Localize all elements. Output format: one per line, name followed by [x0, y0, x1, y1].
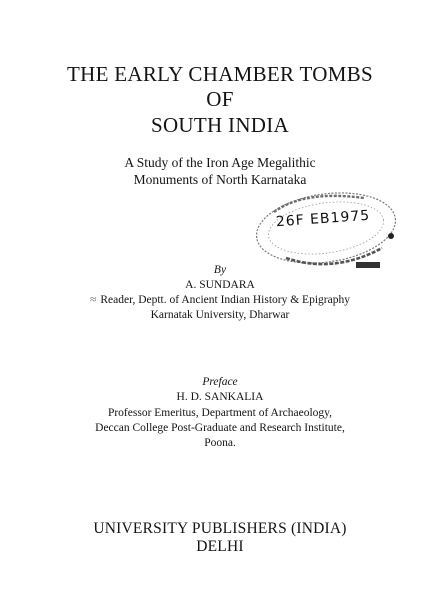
author-affiliation-2: Karnatak University, Dharwar: [150, 309, 290, 321]
book-title-line-3: SOUTH INDIA: [150, 113, 290, 137]
preface-affiliation-1: Professor Emeritus, Department of Archaeology,: [107, 407, 333, 419]
publisher-city: DELHI: [196, 538, 244, 555]
subtitle-line-2: Monuments of North Karnataka: [133, 172, 307, 187]
book-title-line-1: THE EARLY CHAMBER TOMBS: [66, 62, 374, 86]
author-name: A. SUNDARA: [185, 279, 255, 291]
preface-affiliation-3: Poona.: [204, 437, 236, 449]
publisher-name: UNIVERSITY PUBLISHERS (INDIA): [93, 520, 347, 537]
scan-mark: ≈: [90, 294, 97, 306]
author-affiliation-1-text: Reader, Deptt. of Ancient Indian History & Epigraphy: [100, 294, 350, 306]
by-label: By: [213, 264, 227, 276]
preface-affiliation-2: Deccan College Post-Graduate and Research Institute,: [95, 422, 345, 434]
preface-author-name: H. D. SANKALIA: [176, 391, 264, 403]
stamp-date: 26F EB1975: [275, 207, 371, 231]
preface-label: Preface: [202, 376, 238, 388]
book-title-line-2: OF: [206, 87, 234, 111]
author-affiliation-1: [0, 294, 440, 306]
subtitle-line-1: A Study of the Iron Age Megalithic: [124, 155, 316, 170]
